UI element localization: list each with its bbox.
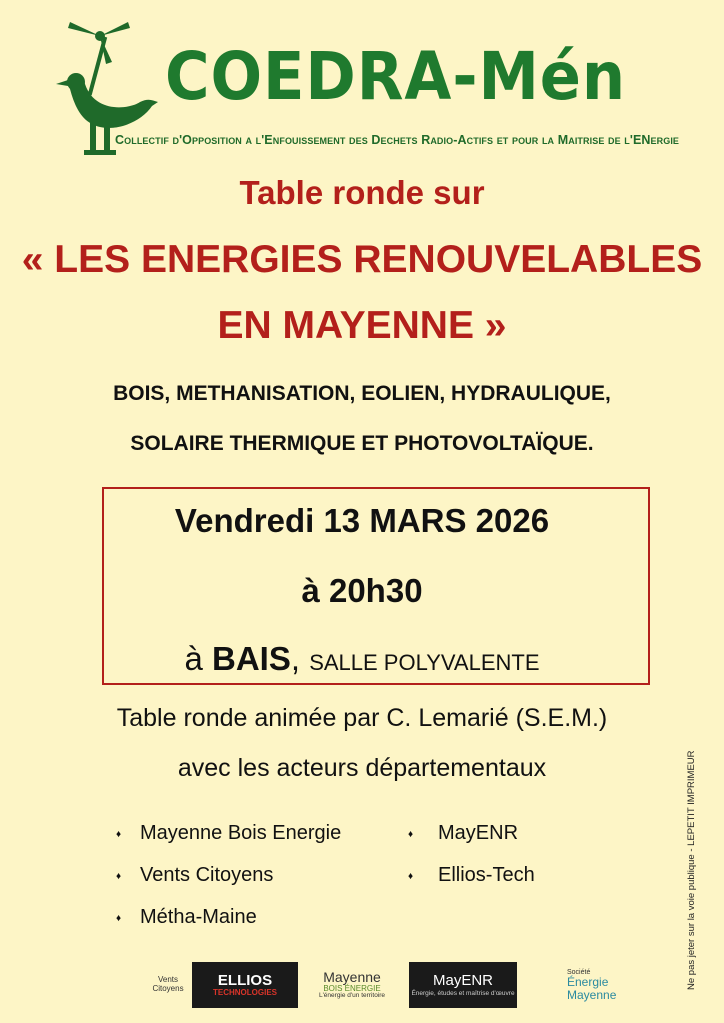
sem-energie-mayenne-logo [523, 962, 638, 1008]
host-line-1: Table ronde animée par C. Lemarié (S.E.M.) [116, 704, 608, 732]
main-title-line-1: « LES ENERGIES RENOUVELABLES [21, 238, 703, 281]
vents-citoyens-logo-line: Vents [157, 975, 178, 985]
actor-item: Vents Citoyens [140, 864, 274, 886]
mayenr-logo [409, 962, 517, 1008]
bullet-icon: ♦ [408, 871, 414, 882]
event-city: BAIS [212, 640, 291, 677]
printer-note: Ne pas jeter sur la voie publique - LEPETIT IMPRIMEUR [686, 750, 697, 990]
mayenne-bois-energie-logo [302, 962, 402, 1008]
mayenr-logo-tagline: Énergie, études et maîtrise d'œuvre [411, 989, 515, 997]
main-title-line-2: EN MAYENNE » [217, 304, 507, 347]
ellios-logo [192, 962, 298, 1008]
ellios-logo-tagline: TECHNOLOGIES [212, 987, 277, 997]
topics-line-2: SOLAIRE THERMIQUE ET PHOTOVOLTAÏQUE. [130, 432, 594, 455]
sem-logo-line: Société [567, 968, 591, 976]
bullet-icon: ♦ [408, 829, 414, 840]
sem-logo-line: Mayenne [567, 987, 617, 1002]
logo-subtitle: Collectif d'Opposition a l'Enfouissement des Dechets Radio-Actifs et pour la Maitrise de l'ENergie [115, 133, 680, 147]
bullet-icon: ♦ [116, 871, 122, 882]
host-line-2: avec les acteurs départementaux [177, 754, 547, 782]
vents-citoyens-logo-line: Citoyens [152, 984, 184, 993]
actor-item: MayENR [438, 822, 519, 844]
mayenr-logo-name: MayENR [432, 972, 493, 990]
mayenne-bois-logo-sub: BOIS ÉNERGIE [323, 983, 381, 993]
bullet-icon: ♦ [116, 829, 122, 840]
ellios-logo-name: ELLIOS [217, 971, 273, 989]
event-venue: SALLE POLYVALENTE [309, 650, 540, 675]
event-time: à 20h30 [301, 572, 423, 609]
actor-item: Ellios-Tech [438, 864, 535, 886]
place-prefix: à [184, 640, 213, 677]
mayenne-bois-logo-name: Mayenne [323, 969, 381, 986]
actor-item: Métha-Maine [140, 906, 257, 928]
place-separator: , [290, 640, 310, 677]
intro-heading: Table ronde sur [239, 174, 485, 211]
bullet-icon: ♦ [116, 913, 122, 924]
sem-logo-line: Énergie [567, 975, 609, 990]
event-place [0, 640, 724, 678]
vents-citoyens-logo [146, 962, 190, 1008]
logo-title: COEDRA-Mén [165, 38, 627, 115]
topics-line-1: BOIS, METHANISATION, EOLIEN, HYDRAULIQUE, [113, 382, 611, 405]
actor-item: Mayenne Bois Energie [140, 822, 342, 844]
mayenne-bois-logo-tagline: L'énergie d'un territoire [318, 992, 386, 1000]
event-date: Vendredi 13 MARS 2026 [174, 502, 550, 539]
